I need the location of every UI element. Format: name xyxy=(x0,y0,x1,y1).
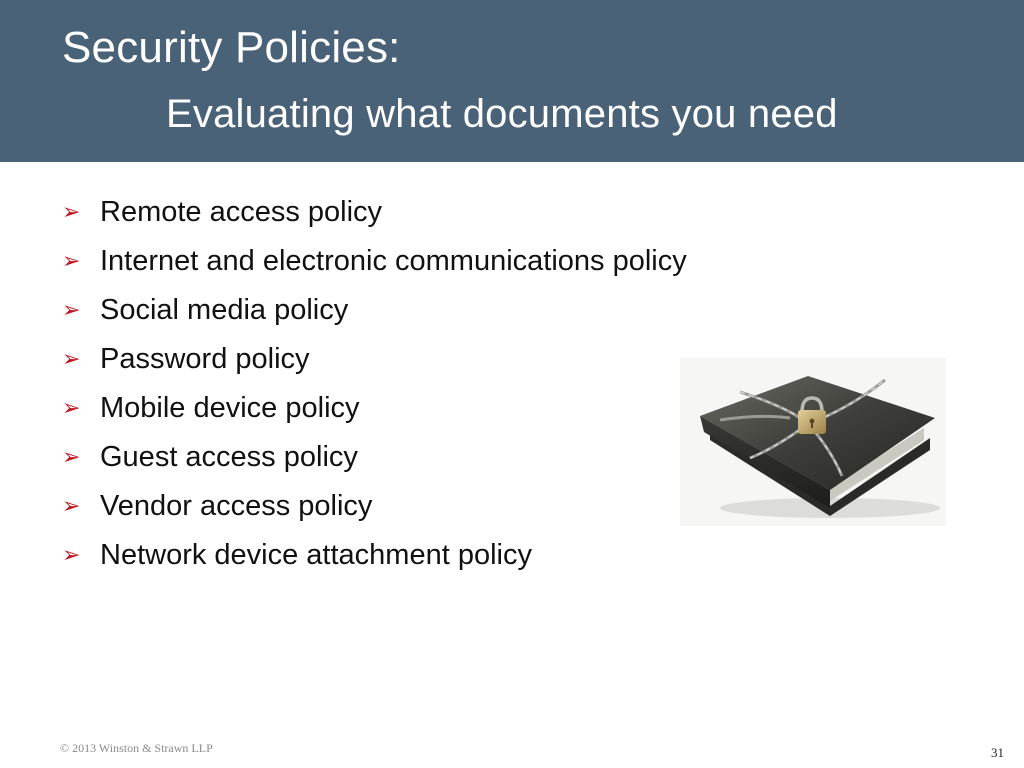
arrow-bullet-icon: ➢ xyxy=(62,297,81,323)
list-item-text: Guest access policy xyxy=(100,441,358,473)
arrow-bullet-icon: ➢ xyxy=(62,542,81,568)
list-item-text: Network device attachment policy xyxy=(100,539,532,571)
list-item xyxy=(62,335,687,384)
list-item-text: Vendor access policy xyxy=(100,490,373,522)
list-item-text: Mobile device policy xyxy=(100,392,360,424)
binder-image xyxy=(680,358,946,526)
arrow-bullet-icon: ➢ xyxy=(62,248,81,274)
list-item xyxy=(62,531,687,580)
list-item xyxy=(62,286,687,335)
list-item-text: Remote access policy xyxy=(100,196,383,228)
list-item-text: Password policy xyxy=(100,343,310,375)
slide-subtitle: Evaluating what documents you need xyxy=(166,92,838,136)
page-number: 31 xyxy=(991,745,1004,760)
title-bar xyxy=(0,0,1024,162)
list-item-text: Social media policy xyxy=(100,294,349,326)
slide-title: Security Policies: xyxy=(62,23,401,72)
arrow-bullet-icon: ➢ xyxy=(62,395,81,421)
list-item xyxy=(62,188,687,237)
arrow-bullet-icon: ➢ xyxy=(62,493,81,519)
arrow-bullet-icon: ➢ xyxy=(62,346,81,372)
arrow-bullet-icon: ➢ xyxy=(62,444,81,470)
list-item-text: Internet and electronic communications policy xyxy=(100,245,687,277)
chained-binder-padlock-icon xyxy=(680,358,946,526)
bullet-list xyxy=(62,188,687,580)
list-item xyxy=(62,237,687,286)
list-item xyxy=(62,384,687,433)
footer-copyright: © 2013 Winston & Strawn LLP xyxy=(60,741,213,755)
list-item xyxy=(62,433,687,482)
list-item xyxy=(62,482,687,531)
arrow-bullet-icon: ➢ xyxy=(62,199,81,225)
